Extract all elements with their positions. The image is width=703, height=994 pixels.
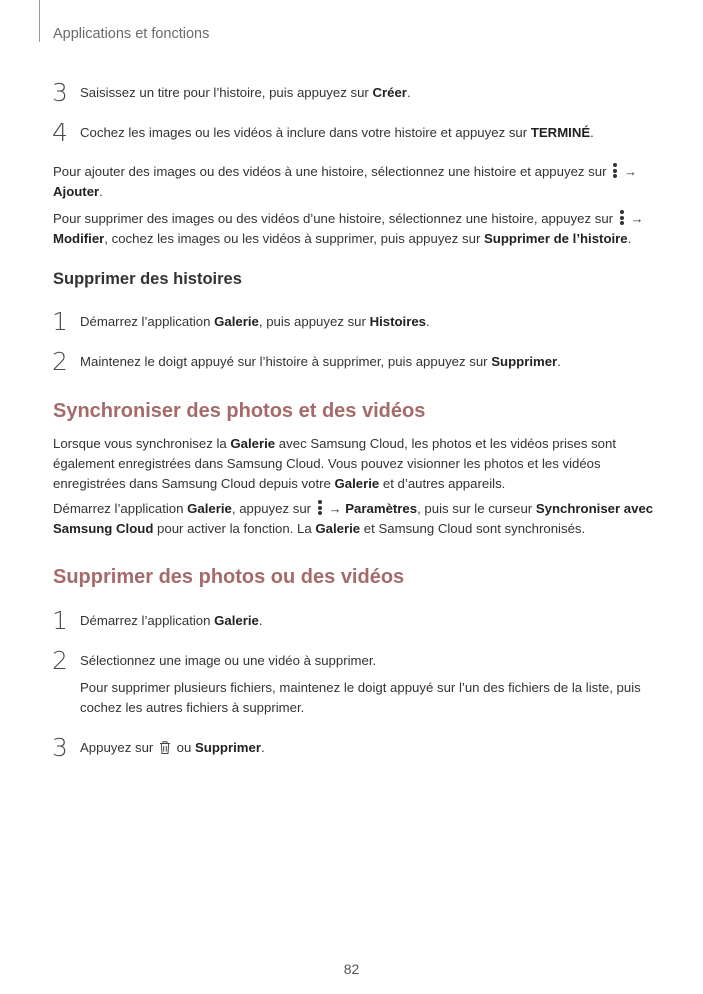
sync-description: Lorsque vous synchronisez la Galerie avec Samsung Cloud, les photos et les vidéos prises sont également enregistrées dans Samsung Cloud. Vous pouvez visionner les photos et les vidéos enregistrées dans Samsung Cloud depuis votre Galerie et d’autres appareils.	[53, 436, 617, 491]
header-rule	[39, 0, 40, 42]
step-number-3: 3	[52, 78, 68, 107]
note-add-images: Pour ajouter des images ou des vidéos à une histoire, sélectionnez une histoire et appuyez sur → Ajouter.	[53, 164, 638, 199]
delete-stories-step-2: Maintenez le doigt appuyé sur l’histoire à supprimer, puis appuyez sur Supprimer.	[80, 354, 561, 369]
delete-media-step-2: Sélectionnez une image ou une vidéo à supprimer.	[80, 653, 377, 668]
step-number-3: 3	[52, 733, 68, 762]
delete-media-step-2-note: Pour supprimer plusieurs fichiers, maintenez le doigt appuyé sur l’un des fichiers de la liste, puis cochez les autres fichiers à supprimer.	[80, 680, 641, 715]
step-number-1: 1	[52, 606, 68, 635]
step-number-2: 2	[52, 646, 68, 675]
delete-media-step-3: Appuyez sur ou Supprimer.	[80, 740, 265, 755]
trash-icon	[159, 740, 171, 755]
chapter-title: Applications et fonctions	[53, 26, 210, 42]
sync-instructions: Démarrez l’application Galerie, appuyez sur → Paramètres, puis sur le curseur Synchroniser avec Samsung Cloud pour activer la fonction. La Galerie et Samsung Cloud sont synchronisés.	[53, 501, 654, 536]
more-options-icon	[619, 210, 625, 225]
more-options-icon	[317, 500, 323, 515]
delete-stories-heading: Supprimer des histoires	[53, 270, 242, 288]
note-remove-images: Pour supprimer des images ou des vidéos d’une histoire, sélectionnez une histoire, appuyez sur → Modifier, cochez les images ou les vidéos à supprimer, puis appuyez sur Supprimer de l’histoire.	[53, 211, 644, 246]
sync-section-title: Synchroniser des photos et des vidéos	[53, 400, 426, 422]
delete-media-section-title: Supprimer des photos ou des vidéos	[53, 566, 405, 588]
more-options-icon	[612, 163, 618, 178]
step-number-4: 4	[52, 118, 68, 147]
delete-stories-step-1: Démarrez l’application Galerie, puis appuyez sur Histoires.	[80, 314, 430, 329]
step-number-1: 1	[52, 307, 68, 336]
step-3-text: Saisissez un titre pour l’histoire, puis appuyez sur Créer.	[80, 85, 411, 100]
delete-media-step-1: Démarrez l’application Galerie.	[80, 613, 263, 628]
page-number: 82	[343, 961, 360, 977]
step-number-2: 2	[52, 347, 68, 376]
step-4-text: Cochez les images ou les vidéos à inclure dans votre histoire et appuyez sur TERMINÉ.	[80, 125, 594, 140]
